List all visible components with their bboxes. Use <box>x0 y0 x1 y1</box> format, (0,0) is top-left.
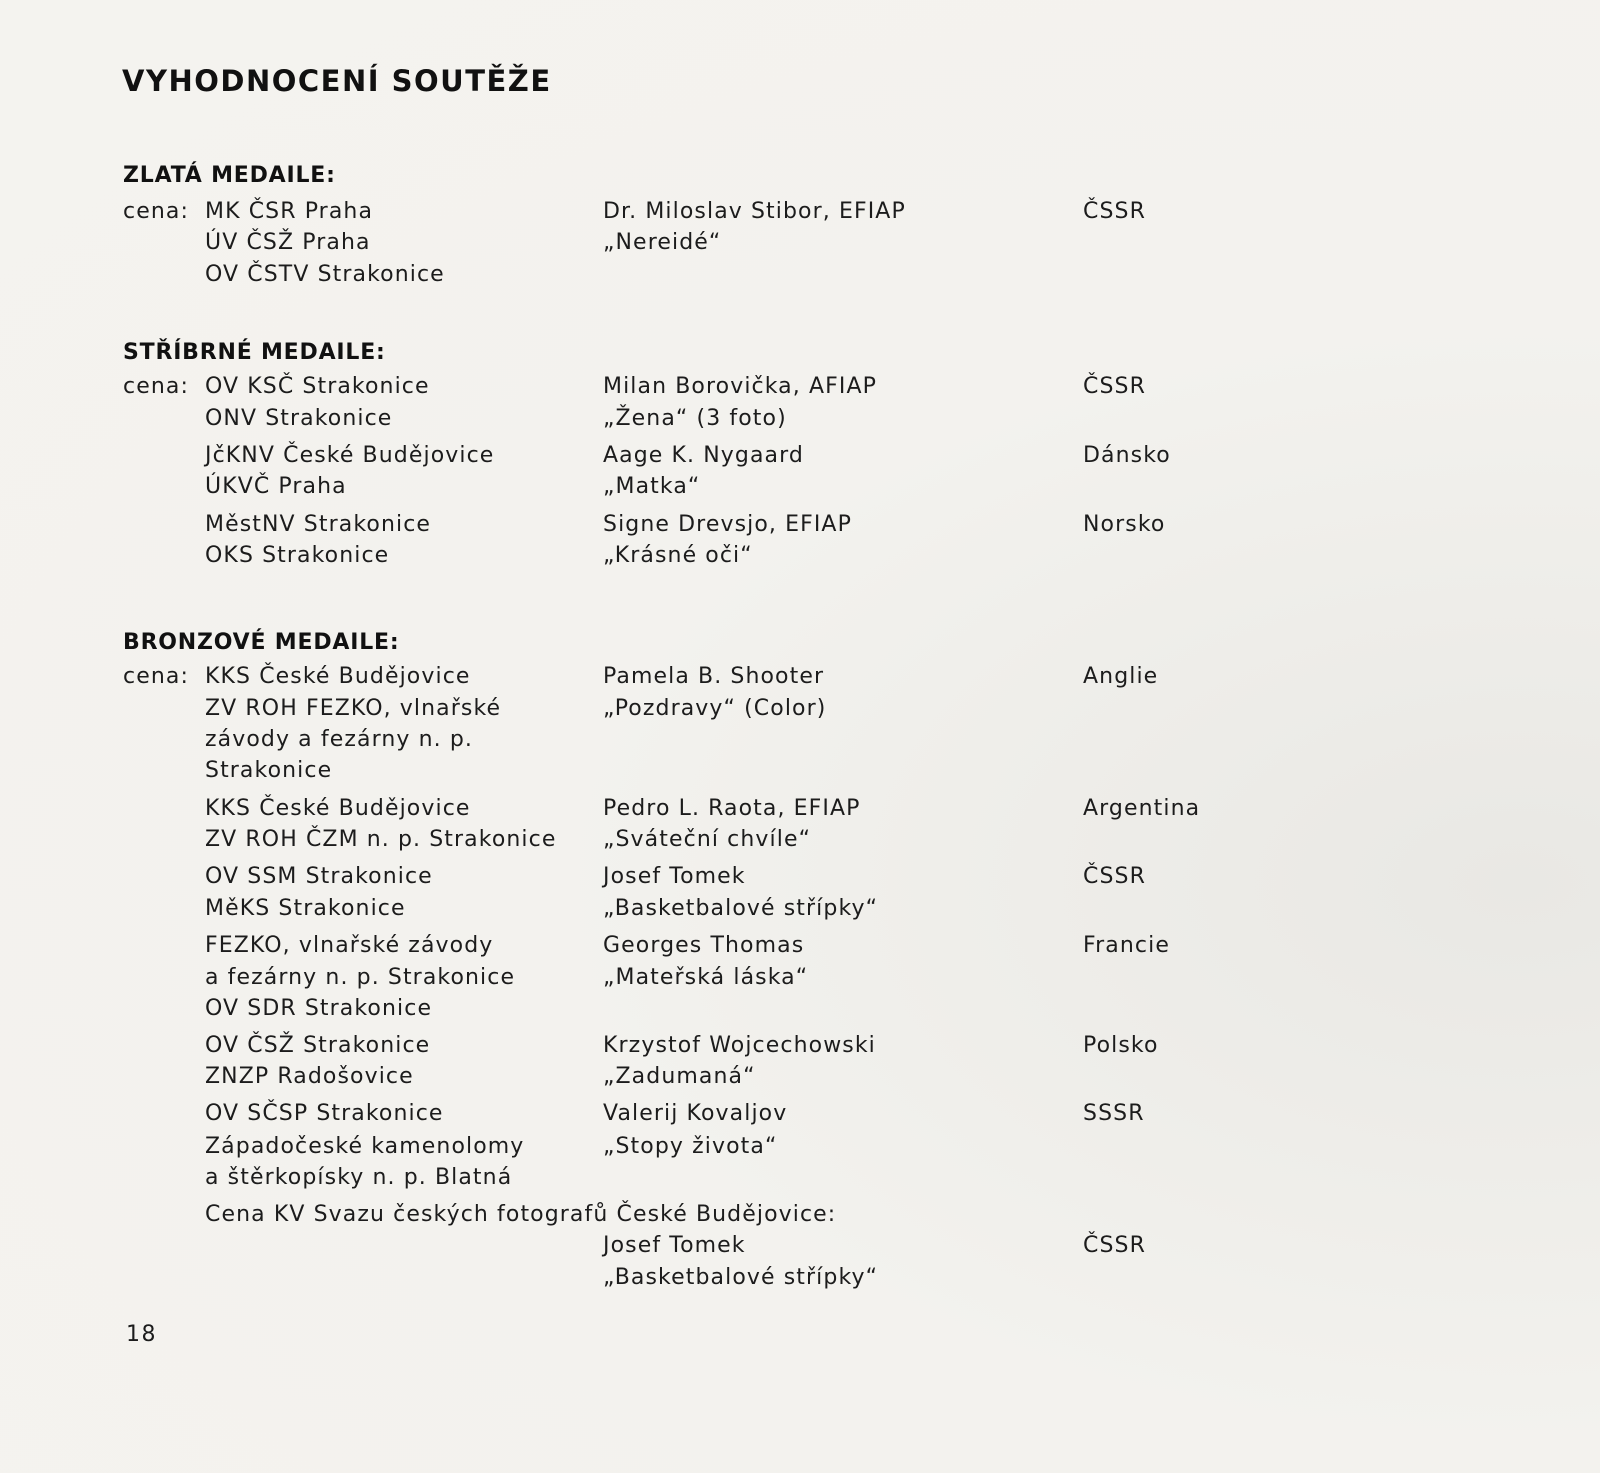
gold-prize-line: MK ČSR Praha <box>205 199 374 224</box>
bronze-prize-line: OV ČSŽ Strakonice <box>205 1033 431 1058</box>
bronze-author: Georges Thomas <box>603 933 805 958</box>
bronze-work: „Sváteční chvíle“ <box>603 827 812 852</box>
special-prize-work: „Basketbalové střípky“ <box>603 1265 879 1290</box>
bronze-prize-line: KKS České Budějovice <box>205 796 471 821</box>
gold-cena-label: cena: <box>123 199 189 224</box>
bronze-prize-line: závody a fezárny n. p. <box>205 727 473 752</box>
bronze-prize-line: ZNZP Radošovice <box>205 1064 414 1089</box>
bronze-author: Josef Tomek <box>603 864 746 889</box>
silver-cena-label: cena: <box>123 374 189 399</box>
silver-prize-line: OKS Strakonice <box>205 543 390 568</box>
bronze-country: Anglie <box>1083 664 1159 689</box>
silver-country: Norsko <box>1083 512 1166 537</box>
silver-country: Dánsko <box>1083 443 1171 468</box>
silver-prize-line: MěstNV Strakonice <box>205 512 432 537</box>
silver-author: Aage K. Nygaard <box>603 443 804 468</box>
silver-prize-line: ONV Strakonice <box>205 406 393 431</box>
silver-prize-line: OV KSČ Strakonice <box>205 374 430 399</box>
bronze-prize-line: OV SČSP Strakonice <box>205 1101 444 1126</box>
bronze-work: „Basketbalové střípky“ <box>603 896 879 921</box>
bronze-prize-line: Západočeské kamenolomy <box>205 1134 525 1159</box>
gold-work: „Nereidé“ <box>603 230 722 255</box>
silver-work: „Žena“ (3 foto) <box>603 406 787 431</box>
gold-country: ČSSR <box>1083 199 1146 224</box>
page-title: VYHODNOCENÍ SOUTĚŽE <box>122 64 552 98</box>
bronze-prize-line: a fezárny n. p. Strakonice <box>205 965 516 990</box>
bronze-prize-line: a štěrkopísky n. p. Blatná <box>205 1165 513 1190</box>
bronze-medal-heading: BRONZOVÉ MEDAILE: <box>123 630 400 655</box>
bronze-work: „Stopy života“ <box>603 1134 778 1159</box>
bronze-work: „Pozdravy“ (Color) <box>603 696 827 721</box>
page-number: 18 <box>126 1322 157 1347</box>
bronze-prize-line: OV SSM Strakonice <box>205 864 433 889</box>
bronze-prize-line: ZV ROH FEZKO, vlnařské <box>205 696 502 721</box>
gold-medal-heading: ZLATÁ MEDAILE: <box>123 163 336 188</box>
bronze-cena-label: cena: <box>123 664 189 689</box>
bronze-work: „Mateřská láska“ <box>603 965 809 990</box>
bronze-author: Krzystof Wojcechowski <box>603 1033 876 1058</box>
silver-medal-heading: STŘÍBRNÉ MEDAILE: <box>123 340 386 365</box>
bronze-author: Valerij Kovaljov <box>603 1101 788 1126</box>
silver-prize-line: ÚKVČ Praha <box>205 474 347 499</box>
bronze-prize-line: FEZKO, vlnařské závody <box>205 933 494 958</box>
bronze-prize-line: MěKS Strakonice <box>205 896 406 921</box>
gold-prize-line: ÚV ČSŽ Praha <box>205 230 371 255</box>
silver-work: „Matka“ <box>603 474 701 499</box>
silver-prize-line: JčKNV České Budějovice <box>205 443 495 468</box>
special-prize-country: ČSSR <box>1083 1233 1146 1258</box>
bronze-country: Argentina <box>1083 796 1201 821</box>
bronze-work: „Zadumaná“ <box>603 1064 756 1089</box>
bronze-country: ČSSR <box>1083 864 1146 889</box>
bronze-prize-line: ZV ROH ČZM n. p. Strakonice <box>205 827 557 852</box>
bronze-country: Francie <box>1083 933 1170 958</box>
bronze-prize-line: Strakonice <box>205 758 333 783</box>
silver-author: Signe Drevsjo, EFIAP <box>603 512 852 537</box>
bronze-country: SSSR <box>1083 1101 1145 1126</box>
silver-work: „Krásné oči“ <box>603 543 753 568</box>
bronze-prize-line: OV SDR Strakonice <box>205 996 433 1021</box>
silver-country: ČSSR <box>1083 374 1146 399</box>
gold-prize-line: OV ČSTV Strakonice <box>205 262 445 287</box>
bronze-author: Pedro L. Raota, EFIAP <box>603 796 861 821</box>
special-prize-label: Cena KV Svazu českých fotografů České Budějovice: <box>205 1202 837 1227</box>
gold-author: Dr. Miloslav Stibor, EFIAP <box>603 199 906 224</box>
special-prize-author: Josef Tomek <box>603 1233 746 1258</box>
bronze-prize-line: KKS České Budějovice <box>205 664 471 689</box>
bronze-author: Pamela B. Shooter <box>603 664 825 689</box>
silver-author: Milan Borovička, AFIAP <box>603 374 877 399</box>
bronze-country: Polsko <box>1083 1033 1159 1058</box>
